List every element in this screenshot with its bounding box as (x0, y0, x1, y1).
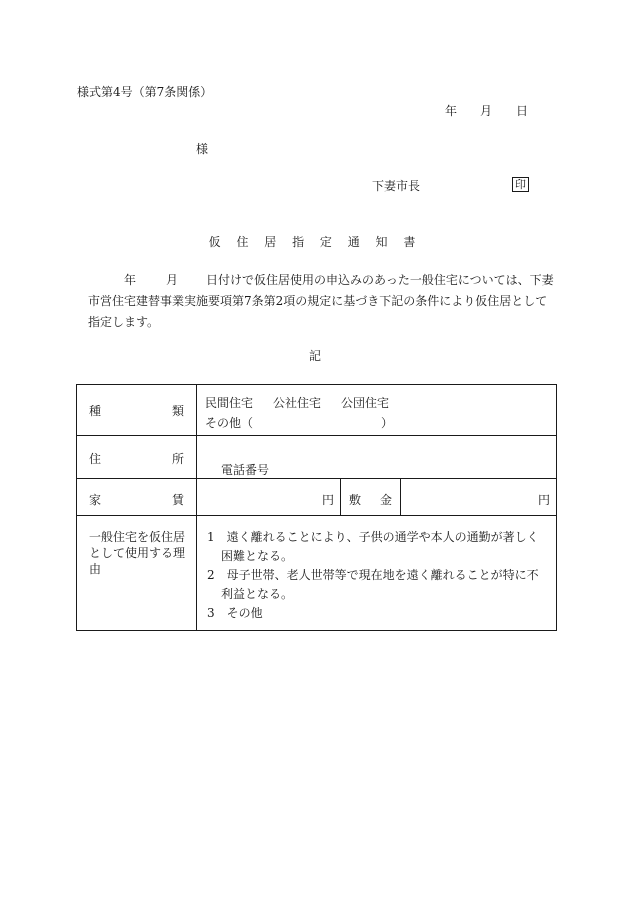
deposit-value-cell (401, 479, 557, 516)
form-number: 様式第4号（第7条関係） (77, 85, 213, 99)
option-public-corp-housing: 公社住宅 (273, 396, 322, 410)
reason-value-cell (197, 516, 557, 631)
address-label-cell (77, 436, 197, 479)
body-text: 日付けで仮住居使用の申込みのあった一般住宅については、下妻市営住宅建替事業実施要項第7条第2項の規定に基づき下記の条件により仮住居として指定します。 (88, 273, 554, 329)
option-private-housing: 民間住宅 (205, 396, 254, 410)
type-options (205, 393, 556, 413)
conditions-table (76, 384, 557, 631)
type-label-cell (77, 385, 197, 436)
reason-label: 一般住宅を仮住居として使用する理由 (89, 530, 186, 576)
reason-list (197, 516, 556, 623)
option-public-agency-housing: 公団住宅 (341, 396, 390, 410)
reason-item: 1 遠く離れることにより、子供の通学や本人の通勤が著しく困難となる。 (207, 530, 539, 563)
other-open: その他（ (205, 416, 254, 430)
table-row (77, 436, 557, 479)
issuer-name: 下妻市長 (372, 179, 421, 193)
deposit-label: 敷 金 (349, 493, 392, 507)
table-row (77, 516, 557, 631)
rent-label: 家 賃 (89, 493, 184, 507)
rent-label-cell (77, 479, 197, 516)
date-month-label: 月 (480, 104, 493, 118)
date-day-label: 日 (516, 104, 529, 118)
type-other (205, 413, 556, 433)
body-year: 年 (124, 273, 137, 287)
date-year-label: 年 (445, 104, 458, 118)
rent-value-cell (197, 479, 341, 516)
address-value-cell (197, 436, 557, 479)
rent-yen: 円 (321, 493, 334, 507)
deposit-label-cell (341, 479, 401, 516)
ki-heading: 記 (308, 349, 321, 363)
body-paragraph (88, 270, 558, 333)
type-value-cell (197, 385, 557, 436)
addressee-suffix: 様 (196, 142, 209, 156)
table-row (77, 385, 557, 436)
body-month: 月 (166, 273, 179, 287)
type-label: 種 類 (89, 403, 184, 418)
seal-stamp: 印 (512, 177, 529, 192)
reason-item: 2 母子世帯、老人世帯等で現在地を遠く離れることが特に不利益となる。 (207, 568, 539, 601)
deposit-yen: 円 (538, 493, 551, 507)
reason-item: 3 その他 (207, 606, 263, 620)
reason-label-cell (77, 516, 197, 631)
table-row (77, 479, 557, 516)
address-label: 住 所 (89, 452, 184, 466)
phone-label: 電話番号 (221, 463, 270, 477)
other-close: ） (381, 416, 394, 430)
document-title: 仮 住 居 指 定 通 知 書 (208, 235, 422, 249)
